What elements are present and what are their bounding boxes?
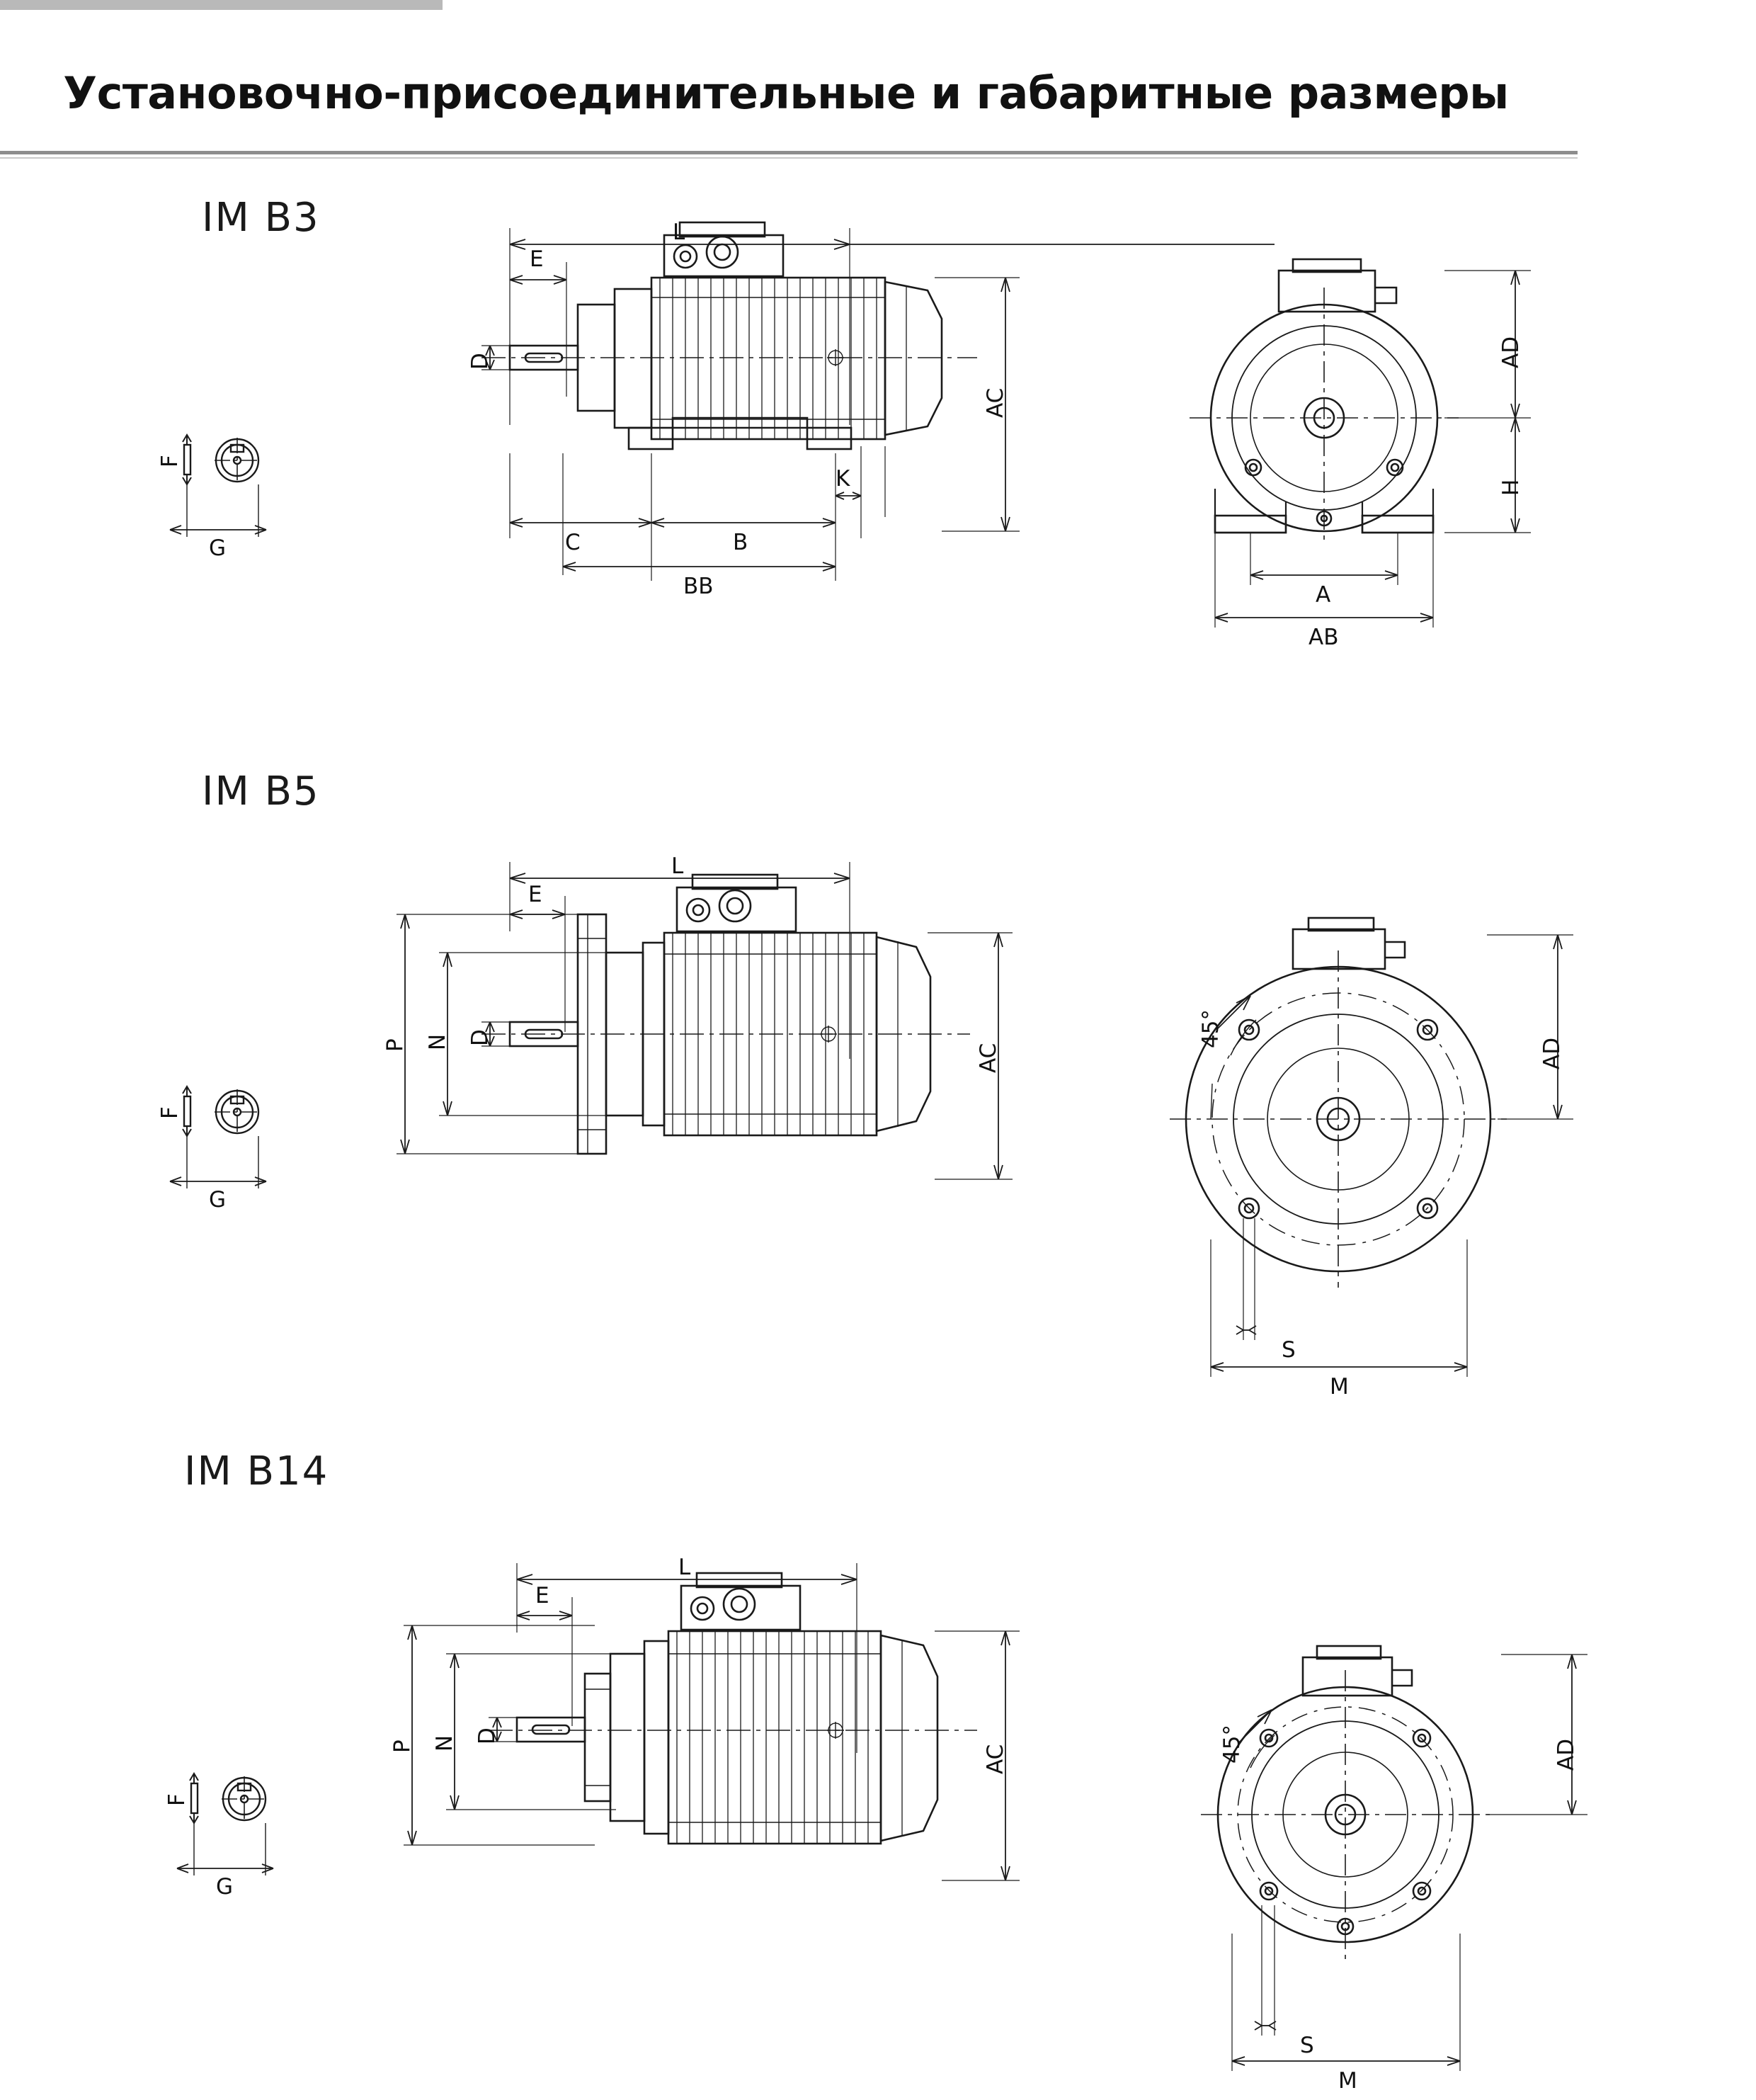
dim-label-g-b5: G	[209, 1187, 227, 1213]
dim-label-n-b5: N	[425, 1033, 450, 1050]
dim-label-bb-b3: BB	[683, 574, 714, 599]
dim-label-h-b3: H	[1498, 479, 1524, 496]
dim-label-g-b3: G	[209, 535, 227, 561]
dim-label-ab-b3: AB	[1309, 625, 1339, 650]
header-divider	[0, 151, 1578, 154]
dim-label-f-b5: F	[157, 1106, 183, 1119]
header-divider-light	[0, 157, 1578, 159]
dim-label-ac-b14: AC	[983, 1744, 1008, 1774]
page-header	[0, 0, 1756, 159]
dim-label-m-b14: M	[1338, 2068, 1357, 2094]
dim-label-d-b14: D	[474, 1727, 500, 1744]
dim-label-k-b3: K	[836, 466, 850, 492]
dim-label-e-b14: E	[535, 1583, 549, 1608]
section-label-im-b5: IM B5	[202, 768, 320, 815]
dim-label-e-b5: E	[528, 882, 542, 907]
header-accent-bar	[0, 0, 443, 10]
dim-label-s-b14: S	[1300, 2033, 1314, 2058]
dim-label-ac-b5: AC	[976, 1043, 1001, 1073]
dim-label-c-b3: C	[565, 530, 581, 555]
section-label-im-b3: IM B3	[202, 195, 320, 241]
dim-label-g-b14: G	[216, 1874, 234, 1900]
dim-label-a-b3: A	[1316, 582, 1331, 608]
dim-label-ad-b14: AD	[1553, 1738, 1579, 1771]
dim-label-p-b14: P	[389, 1739, 415, 1753]
dim-label-s-b5: S	[1282, 1337, 1296, 1363]
dim-label-p-b5: P	[382, 1038, 408, 1052]
page-title: Установочно-присоединительные и габаритные размеры	[63, 67, 1509, 119]
dim-label-n-b14: N	[432, 1735, 457, 1752]
dim-label-f-b14: F	[164, 1793, 190, 1806]
section-label-im-b14: IM B14	[184, 1448, 329, 1494]
dim-label-d-b5: D	[467, 1029, 493, 1046]
dim-label-f-b3: F	[157, 455, 183, 467]
dim-label-angle-b14: 45°	[1219, 1725, 1245, 1764]
dim-label-e-b3: E	[530, 246, 544, 272]
dim-label-l-b3: L	[673, 220, 685, 245]
dim-label-ad-b5: AD	[1539, 1037, 1565, 1069]
dim-label-m-b5: M	[1330, 1374, 1349, 1400]
dim-label-ad-b3: AD	[1498, 336, 1524, 368]
dim-label-l-b5: L	[671, 853, 684, 879]
dim-label-b-b3: B	[733, 530, 748, 555]
dim-label-ac-b3: AC	[983, 387, 1008, 418]
dim-label-angle-b5: 45°	[1198, 1009, 1224, 1048]
dim-label-d-b3: D	[467, 353, 493, 370]
dim-label-l-b14: L	[678, 1555, 691, 1580]
